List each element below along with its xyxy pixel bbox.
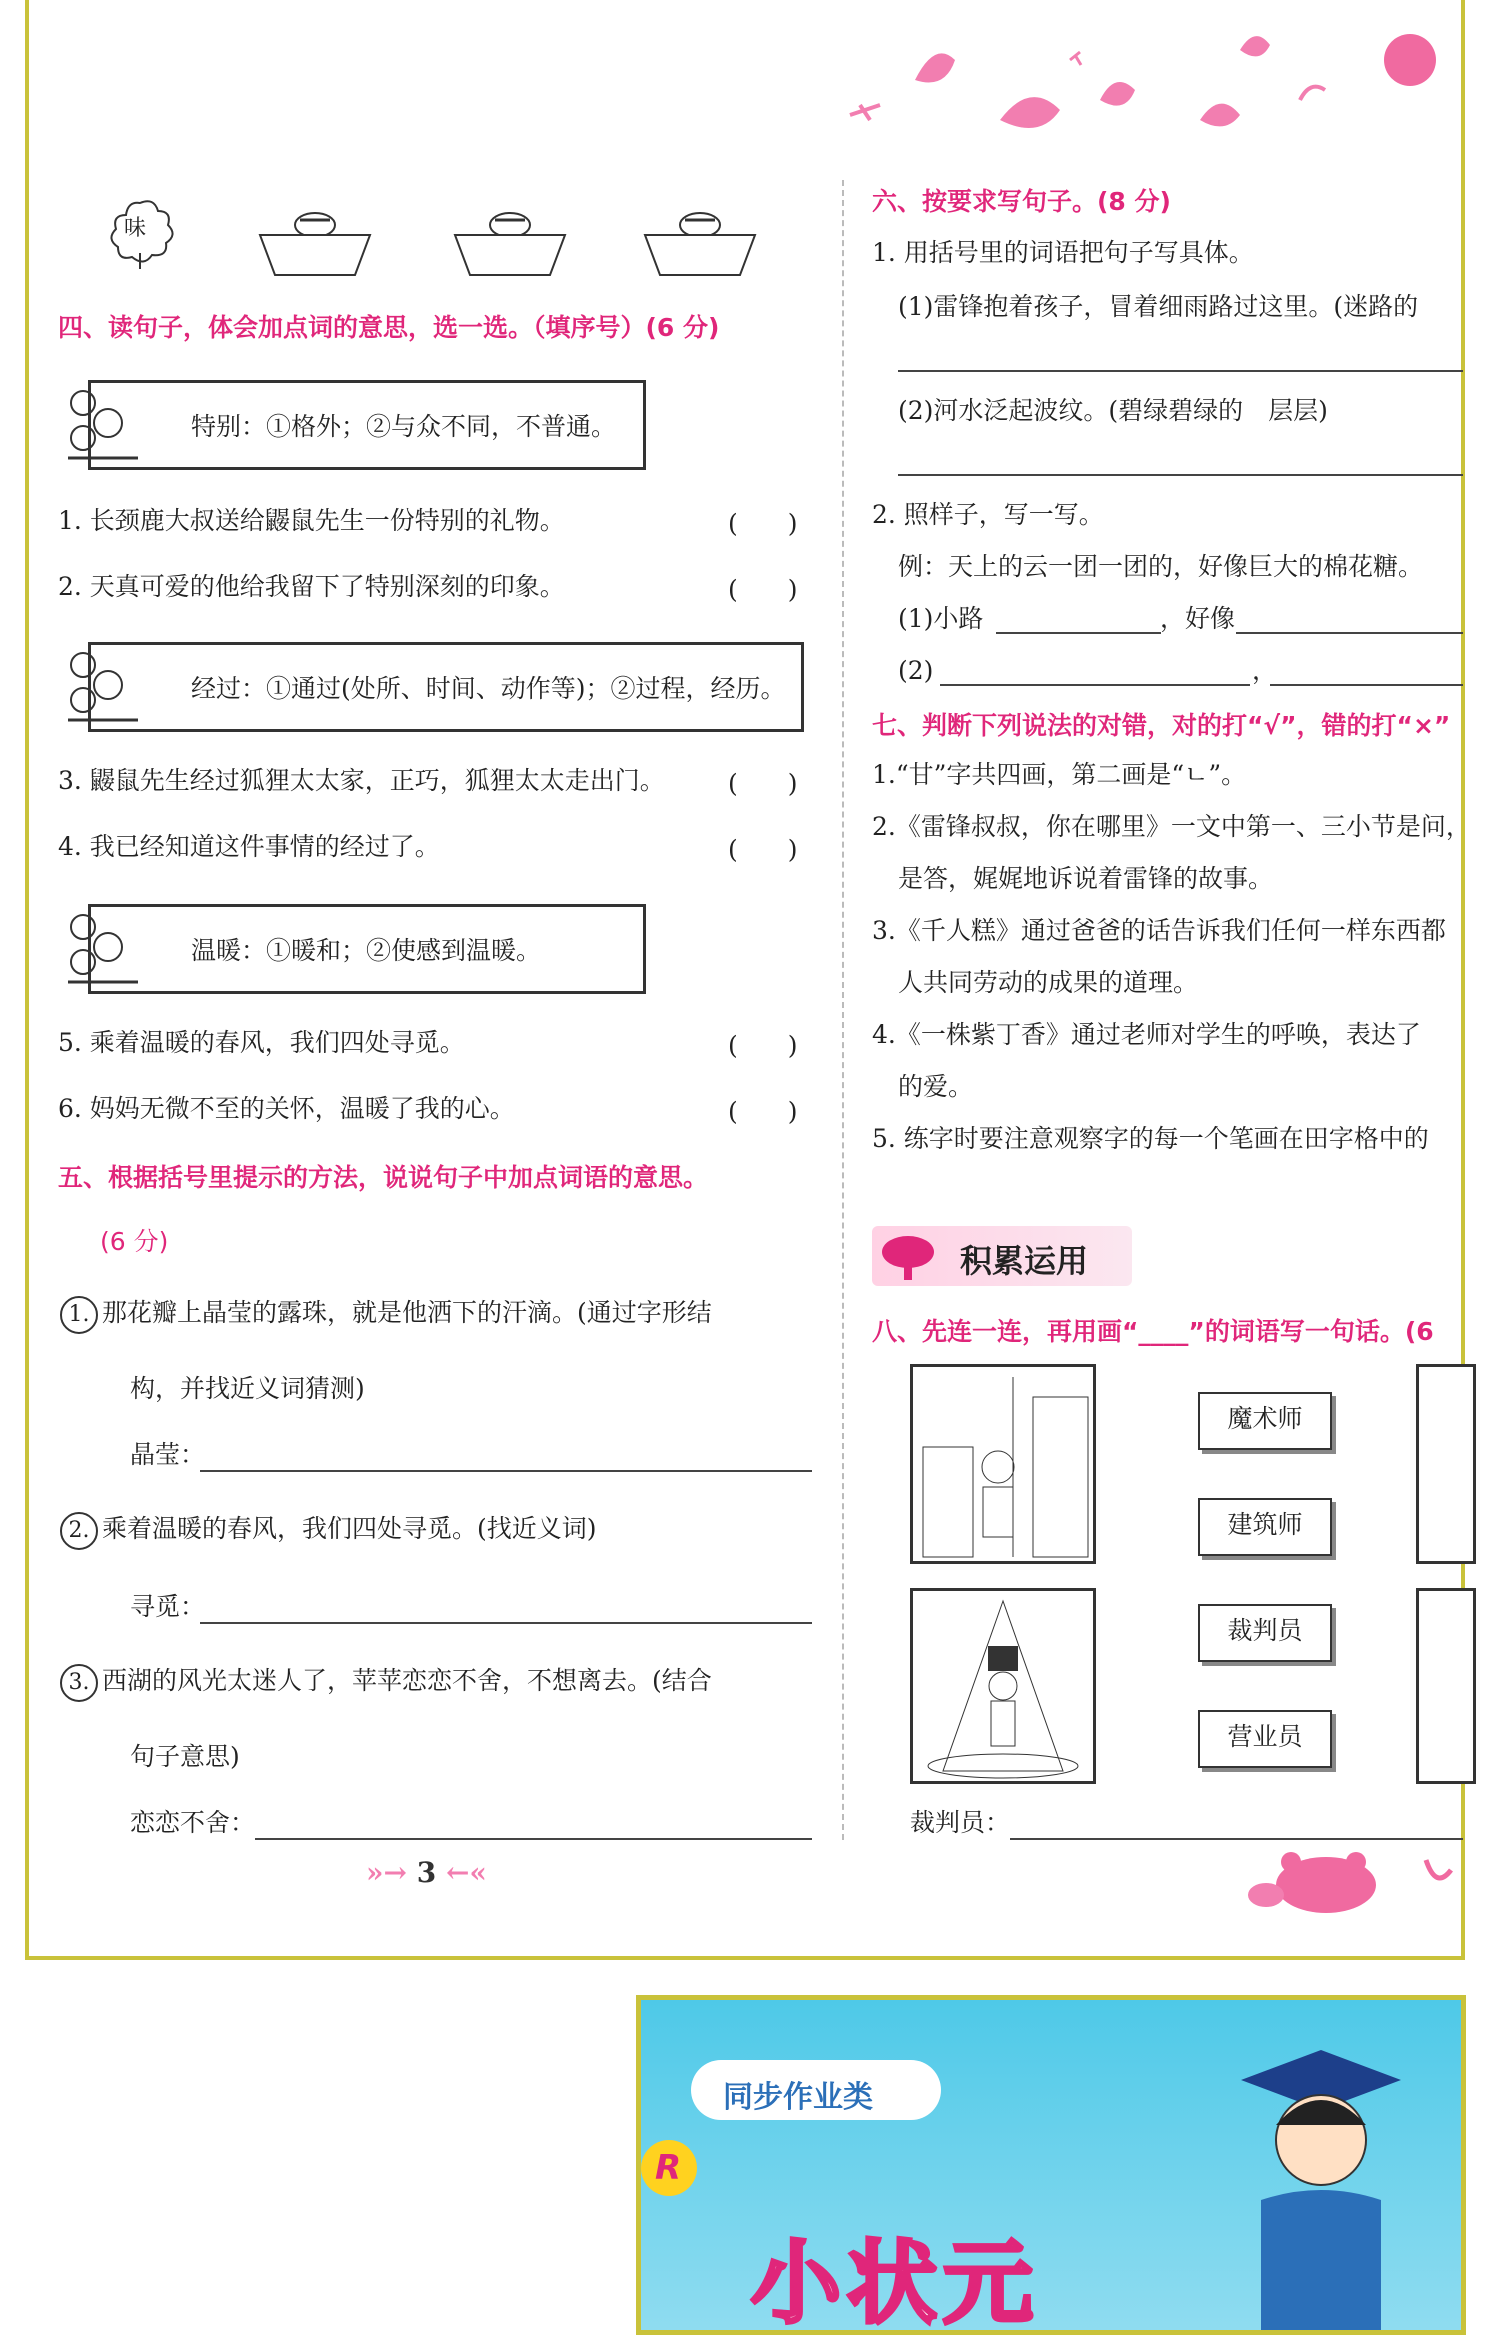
builder-picture: [910, 1364, 1096, 1564]
question-2: 2. 乘着温暖的春风，我们四处寻觅。(找近义词): [60, 1512, 597, 1550]
section7-heading: 七、判断下列说法的对错，对的打“√”，错的打“×”: [872, 711, 1451, 740]
flower-pot-icon: [58, 640, 144, 726]
definition-box: [88, 642, 804, 732]
section8-heading: 八、先连一连，再用画“____”的词语写一句话。(6: [872, 1317, 1434, 1346]
judge-item: 5. 练字时要注意观察字的每一个笔画在田字格中的: [872, 1124, 1429, 1153]
fill-label: ，好像: [1160, 604, 1236, 633]
page-number: »→ 3 ←«: [366, 1856, 487, 1889]
item-3: 3. 鼹鼠先生经过狐狸太太家，正巧，狐狸太太走出门。: [58, 766, 665, 795]
answer-label: 寻觅：: [130, 1592, 206, 1621]
number-badge: 2.: [60, 1512, 98, 1550]
instruction: 2. 照样子，写一写。: [872, 500, 1104, 529]
fill-label: ，: [1252, 656, 1278, 685]
sub-question: (1)雷锋抱着孩子，冒着细雨路过这里。(迷路的: [898, 292, 1419, 321]
student-mascot: [1201, 2030, 1401, 2330]
item-2: 2. 天真可爱的他给我留下了特别深刻的印象。: [58, 572, 565, 601]
flower-icon: [100, 195, 180, 265]
banner-title: 积累运用: [960, 1242, 1089, 1280]
bear-decoration: [1236, 1840, 1466, 1920]
definition-box: [88, 904, 646, 994]
answer-paren[interactable]: ( ): [728, 509, 798, 538]
sub-question: (2)河水泛起波纹。(碧绿碧绿的 层层): [898, 396, 1328, 425]
answer-label: 裁判员：: [910, 1808, 1011, 1837]
item-4: 4. 我已经知道这件事情的经过了。: [58, 832, 440, 861]
definition-text: 经过：①通过(处所、时间、动作等)；②过程，经历。: [191, 674, 786, 703]
judge-item: 4.《一株紫丁香》通过老师对学生的呼唤，表达了: [872, 1020, 1421, 1049]
definition-box: [88, 380, 646, 470]
category-badge-label: 同步作业类: [723, 2080, 873, 2115]
flower-label: 味: [124, 216, 147, 241]
answer-line[interactable]: [898, 474, 1463, 476]
answer-label: 恋恋不舍：: [130, 1808, 256, 1837]
column-divider: [842, 180, 844, 1840]
answer-line[interactable]: [255, 1838, 812, 1840]
question-3: 3. 西湖的风光太迷人了，苹苹恋恋不舍，不想离去。(结合: [60, 1664, 712, 1702]
bee-basket-icon: [255, 180, 375, 280]
item-6: 6. 妈妈无微不至的关怀，温暖了我的心。: [58, 1094, 515, 1123]
definition-text: 温暖：①暖和；②使感到温暖。: [191, 936, 542, 965]
judge-item: 3.《千人糕》通过爸爸的话告诉我们任何一样东西都: [872, 916, 1446, 945]
section-banner: [872, 1226, 1132, 1286]
question-1: 1. 那花瓣上晶莹的露珠，就是他洒下的汗滴。(通过字形结: [60, 1296, 712, 1334]
judge-item-cont: 的爱。: [898, 1072, 974, 1101]
word-tag[interactable]: 营业员: [1198, 1710, 1332, 1768]
example: 例：天上的云一团一团的，好像巨大的棉花糖。: [898, 552, 1424, 581]
leaf-decoration: [820, 20, 1470, 160]
cover-title: 小状元: [751, 2231, 1039, 2335]
judge-item-cont: 是答，娓娓地诉说着雷锋的故事。: [898, 864, 1274, 893]
category-badge: [691, 2060, 941, 2120]
answer-paren[interactable]: ( ): [728, 1097, 798, 1126]
word-tag[interactable]: 魔术师: [1198, 1392, 1332, 1450]
question-3-cont: 句子意思): [130, 1742, 240, 1771]
section5-heading: 五、根据括号里提示的方法，说说句子中加点词语的意思。: [58, 1163, 709, 1192]
flower-pot-icon: [58, 378, 144, 464]
judge-item: 2.《雷锋叔叔，你在哪里》一文中第一、三小节是问，: [872, 812, 1471, 841]
word-tag[interactable]: 建筑师: [1198, 1498, 1332, 1556]
item-5: 5. 乘着温暖的春风，我们四处寻觅。: [58, 1028, 465, 1057]
judge-item: 1.“甘”字共四画，第二画是“ㄴ”。: [872, 760, 1247, 789]
answer-line[interactable]: [1270, 684, 1463, 686]
answer-line[interactable]: [898, 370, 1463, 372]
answer-paren[interactable]: ( ): [728, 835, 798, 864]
fill-label: (2): [898, 656, 934, 685]
question-1-cont: 构，并找近义词猜测): [130, 1374, 365, 1403]
clerk-picture: [1416, 1588, 1476, 1784]
bee-basket-icon: [640, 180, 760, 280]
section6-heading: 六、按要求写句子。(8 分): [872, 187, 1171, 216]
word-tag[interactable]: 裁判员: [1198, 1604, 1332, 1662]
answer-line[interactable]: [1236, 632, 1463, 634]
item-1: 1. 长颈鹿大叔送给鼹鼠先生一份特别的礼物。: [58, 506, 565, 535]
fill-label: (1)小路: [898, 604, 984, 633]
answer-line[interactable]: [200, 1622, 812, 1624]
flower-pot-icon: [58, 902, 144, 988]
answer-line[interactable]: [200, 1470, 812, 1472]
magician-picture: [910, 1588, 1096, 1784]
tree-icon: [878, 1230, 938, 1282]
answer-paren[interactable]: ( ): [728, 1031, 798, 1060]
answer-line[interactable]: [940, 684, 1250, 686]
section4-heading: 四、读句子，体会加点词的意思，选一选。（填序号）(6 分): [58, 313, 720, 342]
answer-paren[interactable]: ( ): [728, 575, 798, 604]
section5-score: (6 分): [100, 1227, 169, 1256]
definition-text: 特别：①格外；②与众不同，不普通。: [191, 412, 617, 441]
answer-line[interactable]: [996, 632, 1161, 634]
judge-item-cont: 人共同劳动的成果的道理。: [898, 968, 1199, 997]
referee-picture: [1416, 1364, 1476, 1564]
answer-paren[interactable]: ( ): [728, 769, 798, 798]
answer-label: 晶莹：: [130, 1440, 206, 1469]
number-badge: 1.: [60, 1296, 98, 1334]
bee-basket-icon: [450, 180, 570, 280]
r-logo: R: [641, 2140, 697, 2196]
instruction: 1. 用括号里的词语把句子写具体。: [872, 238, 1254, 267]
book-cover-preview: [636, 1995, 1466, 2335]
number-badge: 3.: [60, 1664, 98, 1702]
